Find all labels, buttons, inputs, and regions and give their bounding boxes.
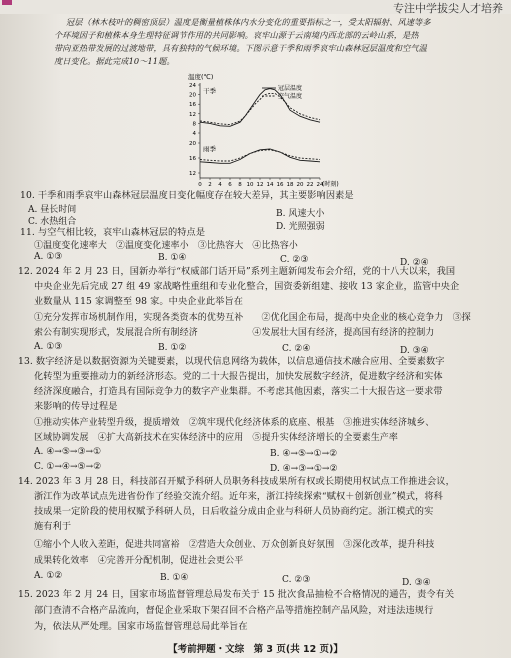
q11-option-d[interactable]: D. ②④ bbox=[400, 258, 429, 268]
x-tick-label: 6 bbox=[228, 182, 232, 188]
x-tick-label: 10 bbox=[246, 182, 254, 188]
y-axis-label: 温度(℃) bbox=[188, 73, 214, 81]
q12-option-c[interactable]: C. ②④ bbox=[282, 344, 311, 354]
question-12-stem: 12. 2024 年 2 月 23 日，国新办举行“权威部门话开局”系列主题新闻发布会介绍，党的十八大以来，我国 bbox=[18, 266, 456, 277]
x-axis-label: (时刻) bbox=[322, 181, 339, 188]
x-tick-label: 14 bbox=[266, 182, 274, 188]
question-14-stem: 施有利于 bbox=[34, 521, 72, 532]
y-tick-label: 4 bbox=[192, 131, 196, 137]
x-tick-label: 22 bbox=[306, 182, 314, 188]
wet-season-air-temp-line bbox=[200, 150, 320, 161]
x-tick-label: 18 bbox=[286, 182, 294, 188]
q13-statements: ①推动实体产业转型升级，提质增效 ②筑牢现代化经济体系的底座、根基 ③推进实体经济城乡、 bbox=[34, 418, 435, 428]
intro-line: 度日变化。据此完成10～11题。 bbox=[54, 56, 175, 66]
page-footer: 【考前押题・文综 第 3 页(共 12 页)】 bbox=[168, 644, 343, 655]
header-text: 专注中学拔尖人才培养 bbox=[393, 2, 503, 15]
x-tick-label: 4 bbox=[218, 182, 222, 188]
question-13-stem: 13. 数字经济是以数据资源为关键要素，以现代信息网络为载体，以信息通信技术融合应用、全要素数字 bbox=[18, 356, 445, 367]
brand-mark bbox=[2, 0, 12, 5]
q14-option-b[interactable]: B. ①④ bbox=[160, 573, 189, 583]
question-13-stem: 化转型为重要推动力的新经济形态。党的二十大报告提出，加快发展数字经济，促进数字经济和实体 bbox=[34, 371, 443, 382]
question-14-stem: 浙江作为改革试点先进省份作了经验交流介绍。近年来，浙江持续探索“赋权＋创新创业”模式，将科 bbox=[34, 491, 443, 502]
panel-label-dry: 干季 bbox=[203, 87, 216, 95]
intro-line: 冠层（林木枝叶的稠密顶层）温度是衡量植株体内水分变化的重要指标之一，受太阳辐射、风速等多 bbox=[66, 17, 431, 27]
question-13-stem: 来影响的传导过程是 bbox=[34, 401, 118, 412]
y-tick-label: 8 bbox=[192, 121, 196, 128]
question-11-stem: 11. 与空气相比较，哀牢山森林冠层的特点是 bbox=[20, 227, 206, 238]
q13-option-d[interactable]: D. ④→③→①→② bbox=[270, 464, 338, 474]
x-tick-label: 16 bbox=[276, 182, 284, 188]
x-tick-label: 24 bbox=[316, 182, 324, 188]
top-header-bar bbox=[0, 0, 511, 14]
x-tick-label: 2 bbox=[208, 182, 212, 188]
q13-option-a[interactable]: A. ④→⑤→③→① bbox=[34, 447, 102, 457]
x-tick-label: 8 bbox=[238, 182, 242, 188]
intro-line: 个环境因子和植株本身生理特征调节作用的共同影响。哀牢山源于云南境内西北部的云岭山系，是热 bbox=[54, 30, 419, 40]
q10-option-a[interactable]: A. 昼长时间 bbox=[28, 205, 77, 215]
x-tick-label: 12 bbox=[256, 182, 264, 188]
question-13-stem: 经济深度融合，打造具有国际竞争力的数字产业集群。不考虑其他因素，落实二十大报告这一要求带 bbox=[34, 386, 443, 397]
question-15-stem: 15. 2023 年 2 月 24 日，国家市场监督管理总局发布关于 15 批次食品抽检不合格情况的通告，责令有关 bbox=[18, 589, 455, 600]
q14-statements: ①缩小个人收入差距，促进共同富裕 ②营造大众创业、万众创新良好氛围 ③深化改革，提升科技 bbox=[34, 540, 435, 550]
q12-option-d[interactable]: D. ③④ bbox=[400, 346, 429, 356]
q13-option-b[interactable]: B. ④→⑤→①→② bbox=[270, 449, 338, 459]
q10-option-b[interactable]: B. 风速大小 bbox=[276, 209, 325, 219]
q11-option-a[interactable]: A. ①③ bbox=[34, 252, 63, 262]
y-tick-label: 20 bbox=[189, 141, 196, 147]
q12-option-b[interactable]: B. ①② bbox=[158, 343, 187, 353]
q12-statements: ①充分发挥市场机制作用，实现各类资本的优势互补 ②优化国企布局，提高中央企业的核心竞争力 ③探 bbox=[34, 313, 471, 323]
question-15-stem: 为，依法从严处理。国家市场监督管理总局此举旨在 bbox=[34, 621, 248, 632]
y-tick-label: 24 bbox=[189, 83, 196, 89]
y-tick-label: 12 bbox=[189, 171, 196, 177]
question-12-stem: 业数量从 115 家调整至 98 家。中央企业此举旨在 bbox=[34, 296, 243, 307]
temperature-chart bbox=[178, 73, 348, 187]
q12-statements: 索公有制实现形式，发展混合所有制经济 ④发展壮大国有经济，提高国有经济的控制力 bbox=[34, 328, 435, 338]
y-tick-label: 20 bbox=[189, 92, 196, 99]
q11-option-c[interactable]: C. ②③ bbox=[280, 255, 309, 265]
q14-option-a[interactable]: A. ①② bbox=[34, 571, 63, 581]
temperature-chart-svg bbox=[178, 73, 348, 187]
question-12-stem: 中央企业先后完成 27 组 49 家战略性重组和专业化整合，国资委新组建、接收 13 家企业，监管中央企 bbox=[34, 281, 460, 292]
y-tick-label: 16 bbox=[189, 102, 196, 109]
panel-label-wet: 雨季 bbox=[203, 145, 216, 153]
q13-statements: 区域协调发展 ④扩大高新技术在实体经济中的应用 ⑤提升实体经济增长的全要素生产率 bbox=[34, 433, 399, 443]
q11-statements: ①温度变化速率大 ②温度变化速率小 ③比热容大 ④比热容小 bbox=[34, 241, 298, 251]
legend-item-canopy: 冠层温度 bbox=[278, 85, 303, 92]
y-tick-label: 12 bbox=[189, 111, 196, 118]
q10-option-c[interactable]: C. 水热组合 bbox=[28, 217, 77, 227]
intro-line: 带向亚热带发展的过渡地带，具有独特的气候环境。下图示意干季和雨季哀牢山森林冠层温度和空气温 bbox=[54, 43, 427, 53]
y-tick-label: 16 bbox=[189, 156, 196, 162]
q11-option-b[interactable]: B. ①④ bbox=[158, 253, 187, 263]
question-14-stem: 14. 2023 年 3 月 28 日，科技部召开赋予科研人员职务科技成果所有权或长期使用权试点工作推进会议， bbox=[18, 476, 455, 487]
question-14-stem: 技成果一定阶段的使用权赋予科研人员，日后收益分成由企业与科研人员协商约定。浙江模式的实 bbox=[34, 506, 434, 517]
q10-option-d[interactable]: D. 光照强弱 bbox=[276, 222, 325, 232]
q14-option-d[interactable]: D. ③④ bbox=[402, 578, 431, 588]
question-10-stem: 10. 干季和雨季哀牢山森林冠层温度日变化幅度存在较大差异，其主要影响因素是 bbox=[20, 190, 354, 201]
q12-option-a[interactable]: A. ①③ bbox=[34, 342, 63, 352]
question-15-stem: 部门查清不合格产品流向，督促企业采取下架召回不合格产品等措施控制产品风险，对违法违规行 bbox=[34, 605, 434, 616]
q14-statements: 成果转化效率 ④完善开分配机制，促进社会更公平 bbox=[34, 556, 244, 566]
q13-option-c[interactable]: C. ①→④→⑤→② bbox=[34, 462, 102, 472]
x-tick-label: 0 bbox=[198, 182, 202, 188]
legend-item-air: 空气温度 bbox=[278, 93, 303, 100]
x-tick-label: 20 bbox=[296, 182, 304, 188]
q14-option-c[interactable]: C. ②③ bbox=[282, 575, 311, 585]
